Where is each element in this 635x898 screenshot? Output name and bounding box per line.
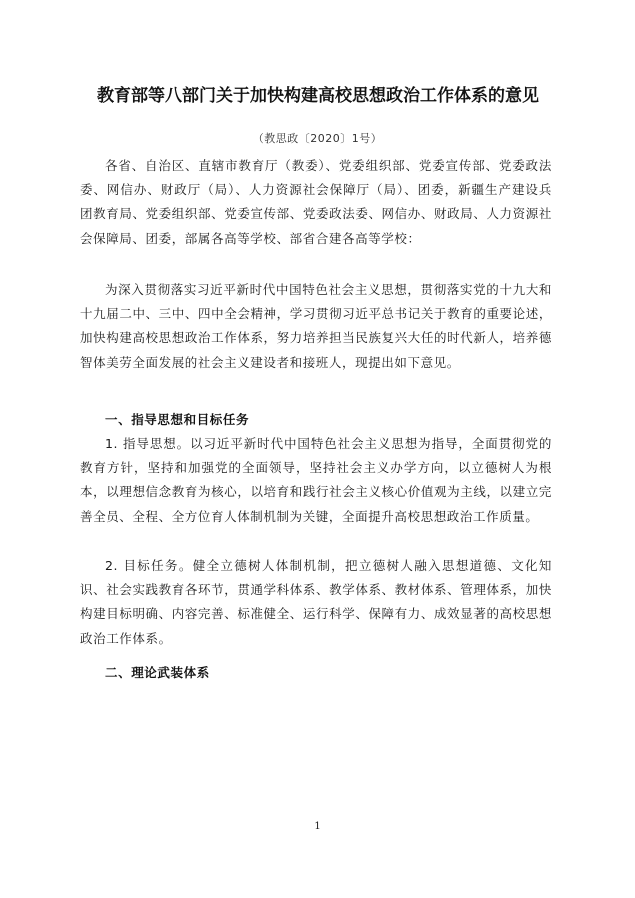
paragraph-guiding-ideology: 1. 指导思想。以习近平新时代中国特色社会主义思想为指导，全面贯彻党的教育方针，坚持和加强党的全面领导，坚持社会主义办学方向，以立德树人为根本，以理想信念教育为核心，以培育和践行社会主义核心价值观为主线，以建立完善全员、全程、全方位育人体制机制为关键，全面提升高校思想政治工作质量。 (80, 436, 552, 524)
page-number: 1 (314, 821, 321, 832)
intro-paragraph: 为深入贯彻落实习近平新时代中国特色社会主义思想，贯彻落实党的十九大和十九届二中、三中、四中全会精神，学习贯彻习近平总书记关于教育的重要论述，加快构建高校思想政治工作体系，努力培养担当民族复兴大任的时代新人，培养德智体美劳全面发展的社会主义建设者和接班人，现提出如下意见。 (80, 282, 552, 370)
salutation-paragraph: 各省、自治区、直辖市教育厅（教委）、党委组织部、党委宣传部、党委政法委、网信办、财政厅（局）、人力资源社会保障厅（局）、团委，新疆生产建设兵团教育局、党委组织部、党委宣传部、党委政法委、网信办、财政局、人力资源社会保障局、团委，部属各高等学校、部省合建各高等学校： (80, 158, 552, 246)
section-heading-guiding-ideology: 一、指导思想和目标任务 (105, 412, 250, 427)
document-title: 教育部等八部门关于加快构建高校思想政治工作体系的意见 (97, 86, 539, 106)
document-number: （教思政〔2020〕1号） (252, 132, 383, 145)
paragraph-goals-tasks: 2. 目标任务。健全立德树人体制机制，把立德树人融入思想道德、文化知识、社会实践教育各环节，贯通学科体系、教学体系、教材体系、管理体系，加快构建目标明确、内容完善、标准健全、运行科学、保障有力、成效显著的高校思想政治工作体系。 (80, 558, 552, 646)
section-heading-theory-system: 二、理论武装体系 (105, 665, 210, 680)
